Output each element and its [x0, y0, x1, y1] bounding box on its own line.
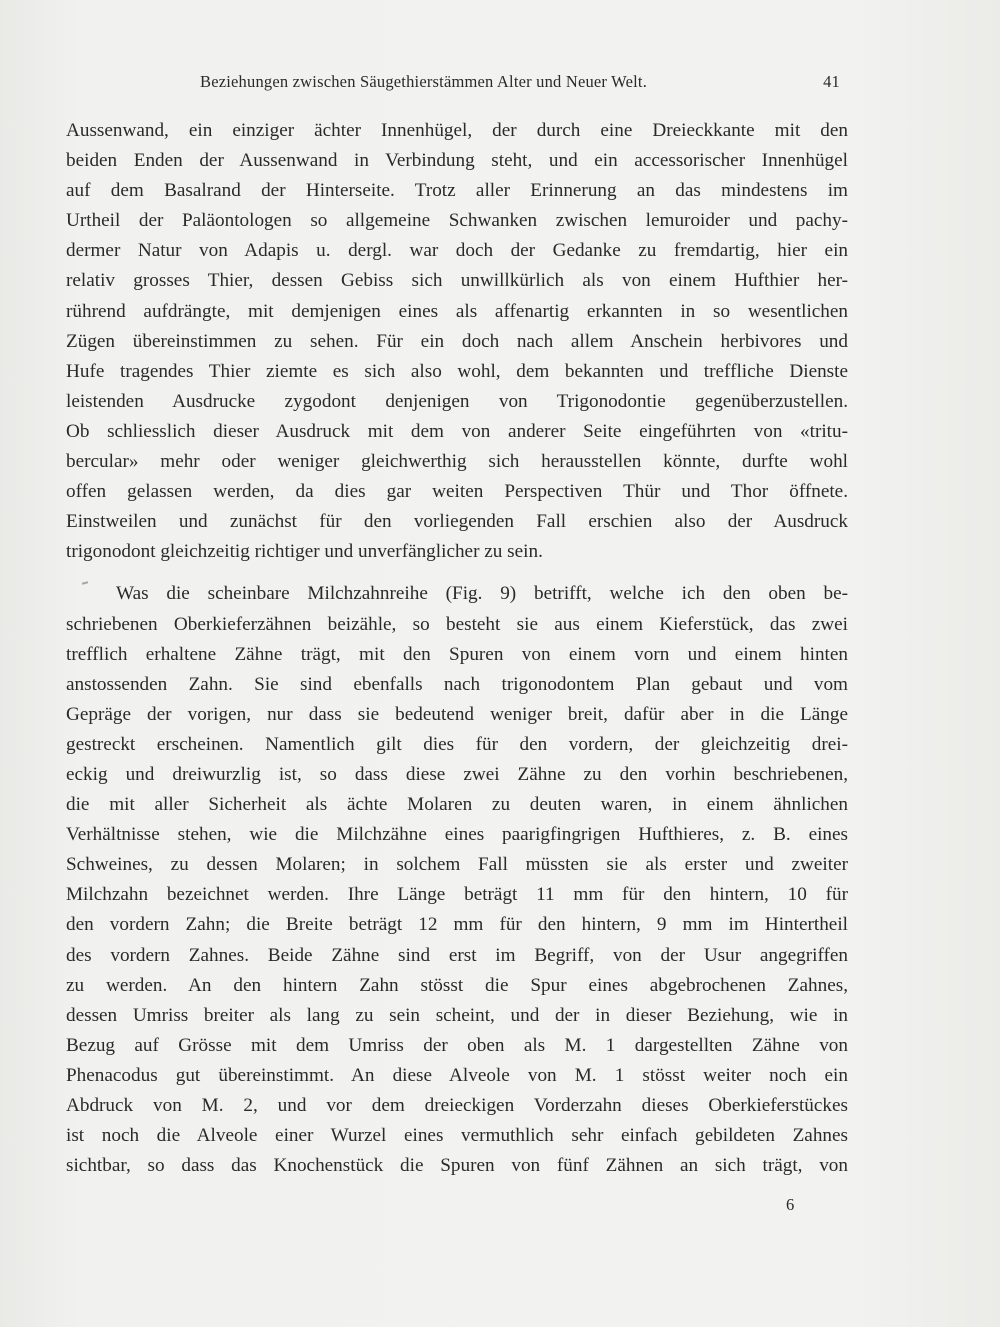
header-title: Beziehungen zwischen Säugethierstämmen Alter und Neuer Welt.: [200, 72, 648, 91]
text-line: relativ grosses Thier, dessen Gebiss sich unwillkürlich als von einem Hufthier her-: [66, 270, 848, 292]
paragraph-2: [66, 579, 848, 1181]
running-header: [200, 72, 840, 98]
text-line: Zügen übereinstimmen zu sehen. Für ein doch nach allem Anschein herbivores und: [66, 330, 848, 352]
text-line: gestreckt erscheinen. Namentlich gilt dies für den vordern, der gleichzeitig drei-: [66, 733, 848, 755]
text-line: zu werden. An den hintern Zahn stösst die Spur eines abgebrochenen Zahnes,: [66, 974, 848, 996]
signature-mark: 6: [786, 1195, 795, 1214]
text-line: Abdruck von M. 2, und vor dem dreieckigen Vorderzahn dieses Oberkieferstückes: [66, 1095, 848, 1116]
text-line: schriebenen Oberkieferzähnen beizähle, so besteht sie aus einem Kieferstück, das zwei: [66, 613, 848, 635]
text-line: Urtheil der Paläontologen so allgemeine Schwanken zwischen lemuroider und pachy-: [66, 210, 848, 232]
text-line: den vordern Zahn; die Breite beträgt 12 mm für den hintern, 9 mm im Hintertheil: [66, 914, 848, 936]
text-line: Phenacodus gut übereinstimmt. An diese Alveole von M. 1 stösst weiter noch ein: [66, 1064, 848, 1086]
text-line: Bezug auf Grösse mit dem Umriss der oben als M. 1 dargestellten Zähne von: [66, 1034, 848, 1056]
text-line: beiden Enden der Aussenwand in Verbindung steht, und ein accessorischer Innenhügel: [66, 150, 848, 172]
text-line: offen gelassen werden, da dies gar weiten Perspectiven Thür und Thor öffnete.: [66, 481, 848, 503]
text-line: trefflich erhaltene Zähne trägt, mit den Spuren von einem vorn und einem hinten: [66, 643, 848, 665]
text-line: Was die scheinbare Milchzahnreihe (Fig. 9) betrifft, welche ich den oben be-: [116, 583, 848, 605]
body-text: [66, 116, 848, 1181]
text-line: anstossenden Zahn. Sie sind ebenfalls nach trigonodontem Plan gebaut und vom: [66, 673, 848, 695]
text-line: sichtbar, so dass das Knochenstück die Spuren von fünf Zähnen an sich trägt, von: [66, 1155, 848, 1177]
text-line: auf dem Basalrand der Hinterseite. Trotz aller Erinnerung an das mindestens im: [66, 180, 848, 202]
text-line: Einstweilen und zunächst für den vorliegenden Fall erschien also der Ausdruck: [66, 511, 848, 533]
text-line: Verhältnisse stehen, wie die Milchzähne eines paarigfingrigen Hufthieres, z. B. eines: [66, 824, 848, 846]
text-line: eckig und dreiwurzlig ist, so dass diese zwei Zähne zu den vorhin beschriebenen,: [66, 763, 848, 785]
text-line: dermer Natur von Adapis u. dergl. war doch der Gedanke zu fremdartig, hier ein: [66, 240, 848, 262]
text-line: trigonodont gleichzeitig richtiger und unverfänglicher zu sein.: [66, 541, 543, 563]
text-line: Aussenwand, ein einziger ächter Innenhügel, der durch eine Dreieckkante mit den: [66, 120, 848, 141]
text-line: rührend aufdrängte, mit demjenigen eines als affenartig erkannten in so wesentlichen: [66, 300, 848, 322]
text-line: die mit aller Sicherheit als ächte Molaren zu deuten waren, in einem ähnlichen: [66, 794, 848, 816]
text-line: bercular» mehr oder weniger gleichwerthig sich herausstellen könnte, durfte wohl: [66, 451, 848, 473]
page-number: 41: [823, 72, 840, 91]
text-line: Milchzahn bezeichnet werden. Ihre Länge beträgt 11 mm für den hintern, 10 für: [66, 884, 848, 906]
text-line: Schweines, zu dessen Molaren; in solchem Fall müssten sie als erster und zweiter: [66, 854, 848, 876]
text-line: Hufe tragendes Thier ziemte es sich also wohl, dem bekannten und treffliche Dienste: [66, 360, 848, 382]
text-line: Gepräge der vorigen, nur dass sie bedeutend weniger breit, dafür aber in die Länge: [66, 703, 848, 725]
text-line: dessen Umriss breiter als lang zu sein scheint, und der in dieser Beziehung, wie in: [66, 1004, 848, 1026]
text-line: des vordern Zahnes. Beide Zähne sind erst im Begriff, von der Usur angegriffen: [66, 944, 848, 966]
text-line: ist noch die Alveole einer Wurzel eines vermuthlich sehr einfach gebildeten Zahnes: [66, 1125, 848, 1147]
paragraph-1: [66, 116, 848, 567]
paragraph-gap: [66, 567, 848, 579]
text-line: leistenden Ausdrucke zygodont denjenigen von Trigonodontie gegenüberzustellen.: [66, 390, 848, 412]
text-line: Ob schliesslich dieser Ausdruck mit dem von anderer Seite eingeführten von «tritu-: [66, 420, 848, 442]
